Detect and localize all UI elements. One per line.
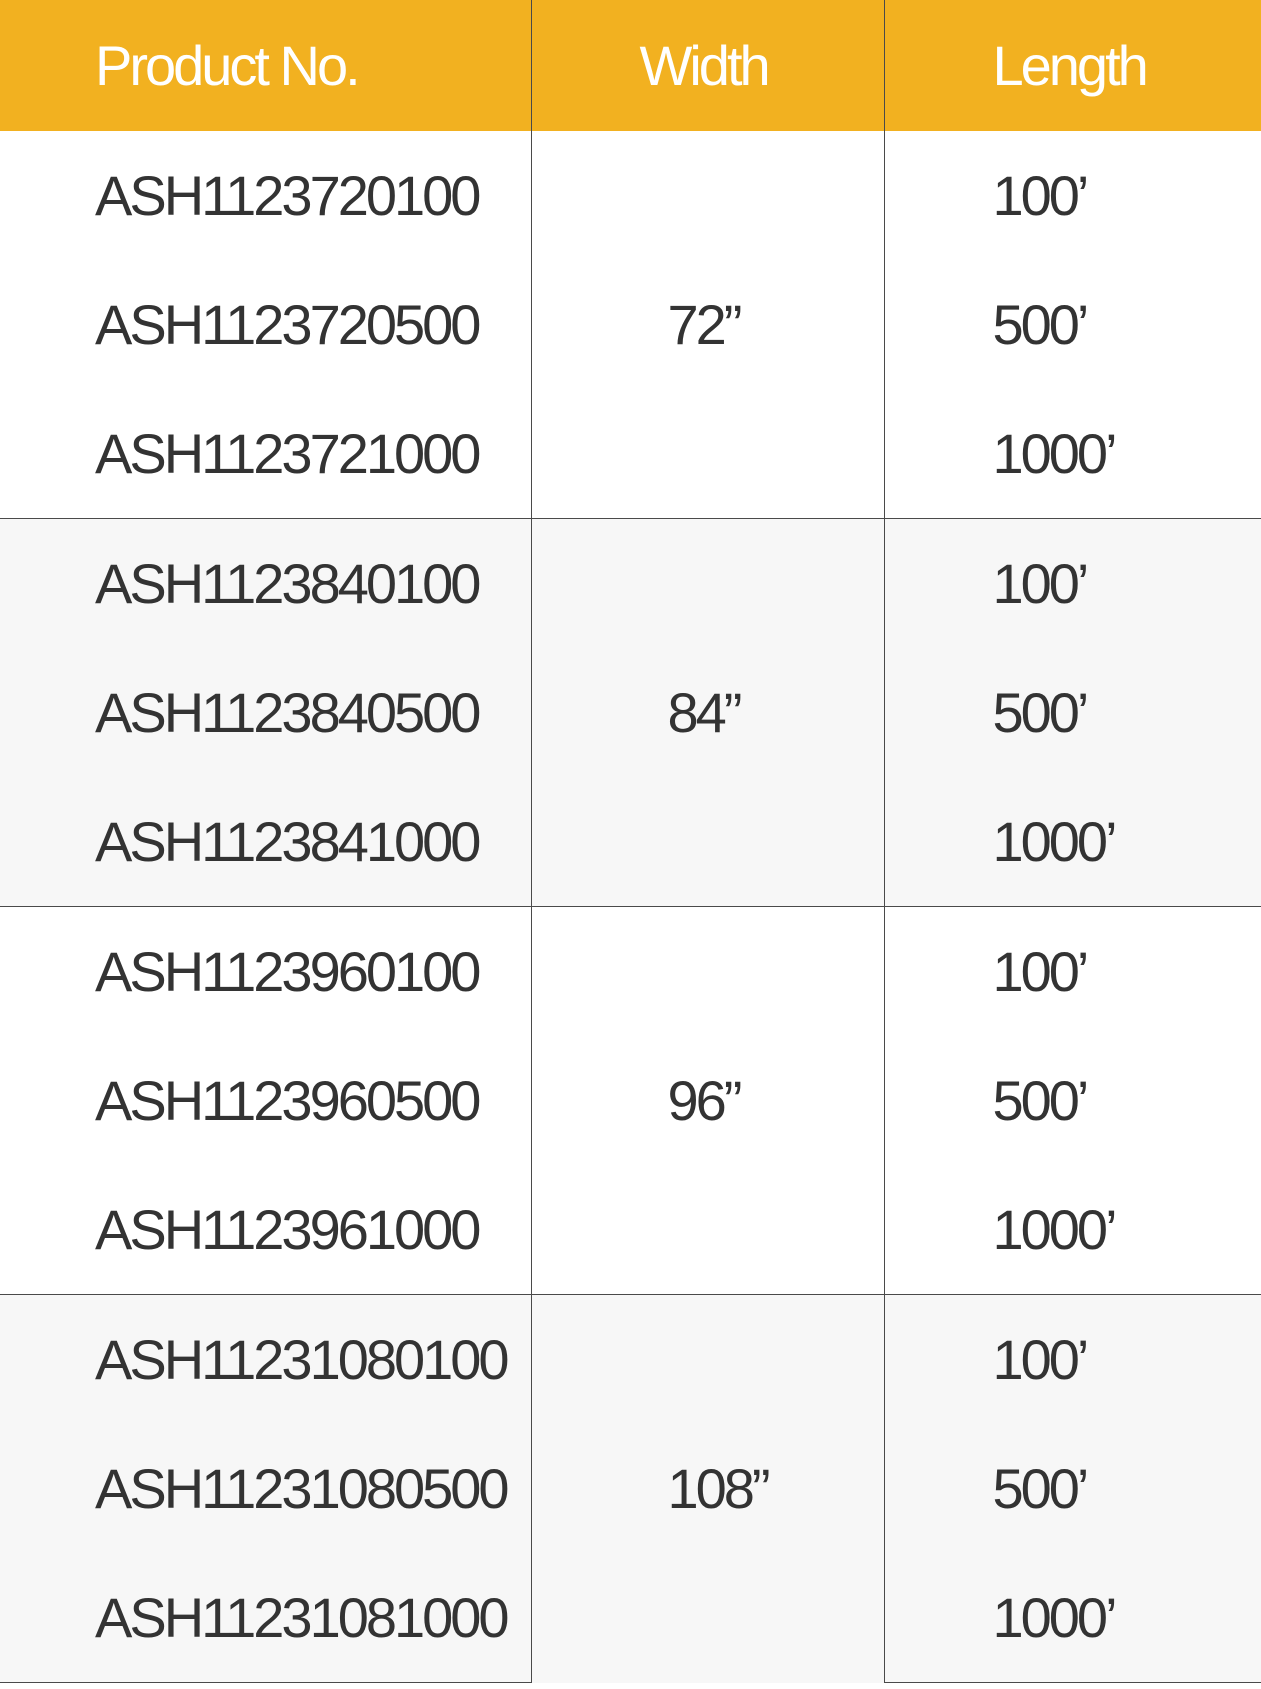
header-product-no: Product No.: [0, 0, 531, 131]
table-row: [0, 1295, 1261, 1425]
length-cell: 100’: [884, 519, 1261, 649]
product-number-cell: ASH11231081000: [0, 1553, 531, 1683]
length-cell: 500’: [884, 648, 1261, 777]
table-row: [0, 519, 1261, 649]
header-row: [0, 0, 1261, 131]
product-number-cell: ASH1123721000: [0, 389, 531, 519]
table-row: [0, 131, 1261, 260]
width-cell: 84”: [531, 519, 884, 907]
product-number-cell: ASH11231080100: [0, 1295, 531, 1425]
length-cell: 1000’: [884, 1165, 1261, 1295]
length-cell: 100’: [884, 1295, 1261, 1425]
product-number-cell: ASH1123841000: [0, 777, 531, 907]
length-cell: 1000’: [884, 777, 1261, 907]
length-cell: 500’: [884, 1036, 1261, 1165]
width-cell: 72”: [531, 131, 884, 519]
header-width: Width: [531, 0, 884, 131]
product-number-cell: ASH1123840500: [0, 648, 531, 777]
width-cell: 96”: [531, 907, 884, 1295]
product-number-cell: ASH1123720500: [0, 260, 531, 389]
table-body: [0, 131, 1261, 1683]
header-length: Length: [884, 0, 1261, 131]
product-number-cell: ASH1123960100: [0, 907, 531, 1037]
length-cell: 1000’: [884, 389, 1261, 519]
length-cell: 500’: [884, 260, 1261, 389]
product-number-cell: ASH1123960500: [0, 1036, 531, 1165]
product-number-cell: ASH1123840100: [0, 519, 531, 649]
product-number-cell: ASH11231080500: [0, 1424, 531, 1553]
length-cell: 100’: [884, 907, 1261, 1037]
length-cell: 500’: [884, 1424, 1261, 1553]
table-header: [0, 0, 1261, 131]
width-cell: 108”: [531, 1295, 884, 1683]
product-number-cell: ASH1123961000: [0, 1165, 531, 1295]
length-cell: 1000’: [884, 1553, 1261, 1683]
product-number-cell: ASH1123720100: [0, 131, 531, 260]
length-cell: 100’: [884, 131, 1261, 260]
table-row: [0, 907, 1261, 1037]
